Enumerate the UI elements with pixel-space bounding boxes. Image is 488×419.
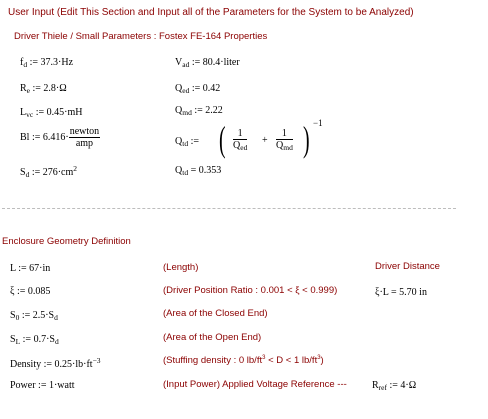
note-density-sup2: 3 — [317, 355, 321, 361]
eq-qed-sub: ed — [182, 86, 190, 95]
eq-fd[interactable] — [20, 57, 73, 69]
eq-qmd-sub: md — [182, 108, 192, 117]
eq-qtd-value — [175, 165, 221, 177]
eq-bl-sym: Bl := 6.416· — [20, 131, 69, 143]
eq-density[interactable] — [10, 356, 101, 370]
eq-vad-rhs: := 80.4·liter — [191, 57, 240, 68]
eq-s0-rhs: := 2.5·S — [21, 310, 55, 321]
eq-qtd-den2-sym: Q — [276, 140, 284, 151]
eq-lvc-sym: L — [20, 107, 27, 118]
note-density-sup1: 3 — [262, 355, 266, 361]
eq-qtd-assign: := — [190, 136, 199, 147]
eq-re-rhs: := 2.8·Ω — [32, 83, 67, 94]
note-density — [163, 355, 324, 366]
driver-params-title: Driver Thiele / Small Parameters : Fostex FE-164 Properties — [14, 31, 268, 42]
eq-sl-sub: L — [15, 337, 21, 346]
note-density-b: < D < 1 lb/ft — [265, 355, 318, 367]
note-xi: (Driver Position Ratio : 0.001 < ξ < 0.999) — [163, 285, 338, 296]
eq-qtd-right-paren: ) — [303, 119, 310, 159]
eq-power[interactable]: Power := 1·watt — [10, 380, 75, 391]
eq-sd-sym: S — [20, 167, 26, 178]
eq-qtd-lhs — [175, 136, 199, 148]
eq-re-sub: e — [26, 86, 31, 95]
eq-re-sym: R — [20, 83, 27, 94]
eq-qtd-den2-sub: md — [283, 143, 293, 152]
eq-qtd-term2 — [276, 128, 293, 153]
eq-fd-sub: d — [23, 60, 28, 69]
eq-density-sup: −3 — [92, 356, 101, 365]
eq-sd-rhs: := 276·cm — [31, 167, 74, 178]
eq-qed-sym: Q — [175, 83, 183, 94]
enclosure-title: Enclosure Geometry Definition — [2, 236, 131, 247]
eq-qtd-num2: 1 — [276, 128, 293, 140]
eq-lvc[interactable] — [20, 107, 82, 119]
eq-xi-l: ξ·L = 5.70 in — [375, 287, 427, 298]
eq-qtd-den1-sub: ed — [240, 143, 248, 152]
eq-qtd-lhs-sym: Q — [175, 136, 183, 147]
eq-lvc-rhs: := 0.45·mH — [35, 107, 83, 118]
note-power: (Input Power) Applied Voltage Reference --- — [163, 379, 347, 390]
eq-sd-sup: 2 — [73, 164, 78, 173]
eq-qmd[interactable] — [175, 105, 223, 117]
note-density-a: (Stuffing density : 0 lb/ft — [163, 355, 263, 367]
eq-qed-rhs: := 0.42 — [191, 83, 221, 94]
eq-qtd-term1 — [233, 128, 247, 153]
eq-qtd-exponent: −1 — [313, 118, 323, 128]
eq-qtd-den1-sym: Q — [233, 140, 241, 151]
eq-bl-num: newton — [69, 126, 100, 137]
eq-sl[interactable] — [10, 334, 59, 346]
eq-length[interactable]: L := 67·in — [10, 263, 51, 274]
eq-sd-sub: d — [25, 170, 30, 179]
eq-sl-rhs-sub: d — [54, 337, 59, 346]
eq-fd-rhs: := 37.3·Hz — [29, 57, 74, 68]
note-density-c: ) — [320, 355, 324, 367]
eq-xi[interactable]: ξ := 0.085 — [10, 286, 51, 297]
eq-qtd-value-sym: Q — [175, 165, 183, 176]
eq-sd[interactable] — [20, 164, 77, 179]
eq-qtd-plus: + — [262, 135, 268, 146]
eq-vad-sub: ad — [182, 60, 190, 69]
eq-bl-fraction — [69, 126, 100, 149]
eq-lvc-sub: vc — [26, 110, 34, 119]
eq-rref-rhs: := 4·Ω — [389, 380, 417, 391]
eq-rref-sub: ref — [378, 383, 387, 392]
eq-vad-sym: V — [175, 57, 183, 68]
eq-sl-sym: S — [10, 334, 16, 345]
eq-sl-rhs: := 0.7·S — [22, 334, 55, 345]
user-input-header: User Input (Edit This Section and Input all of the Parameters for the System to be Analyzed) — [8, 7, 414, 18]
eq-qmd-sym: Q — [175, 105, 183, 116]
eq-qtd-value-rhs: = 0.353 — [190, 165, 222, 176]
eq-qtd-lhs-sub: td — [182, 139, 189, 148]
eq-rref-sym: R — [372, 380, 379, 391]
eq-vad[interactable] — [175, 57, 240, 69]
note-length: (Length) — [163, 262, 199, 273]
eq-re[interactable] — [20, 83, 67, 95]
eq-density-lhs: Density := 0.25·lb·ft — [10, 359, 93, 370]
driver-distance-label: Driver Distance — [375, 261, 440, 272]
eq-qtd-num1: 1 — [233, 128, 247, 140]
eq-rref[interactable] — [372, 380, 416, 392]
eq-bl-den: amp — [75, 138, 94, 149]
eq-s0-sym: S — [10, 310, 16, 321]
eq-s0-rhs-sub: d — [54, 313, 58, 322]
eq-fd-sym: f — [20, 57, 24, 68]
eq-qmd-rhs: := 2.22 — [194, 105, 223, 116]
eq-qtd-value-sub: td — [182, 168, 189, 177]
section-divider — [2, 208, 456, 209]
eq-s0-sub: 0 — [15, 313, 20, 322]
eq-qtd-left-paren: ( — [219, 119, 226, 159]
eq-qed[interactable] — [175, 83, 220, 95]
eq-bl[interactable] — [20, 126, 100, 149]
eq-s0[interactable] — [10, 310, 58, 322]
note-sl: (Area of the Open End) — [163, 332, 262, 343]
note-s0: (Area of the Closed End) — [163, 308, 268, 319]
